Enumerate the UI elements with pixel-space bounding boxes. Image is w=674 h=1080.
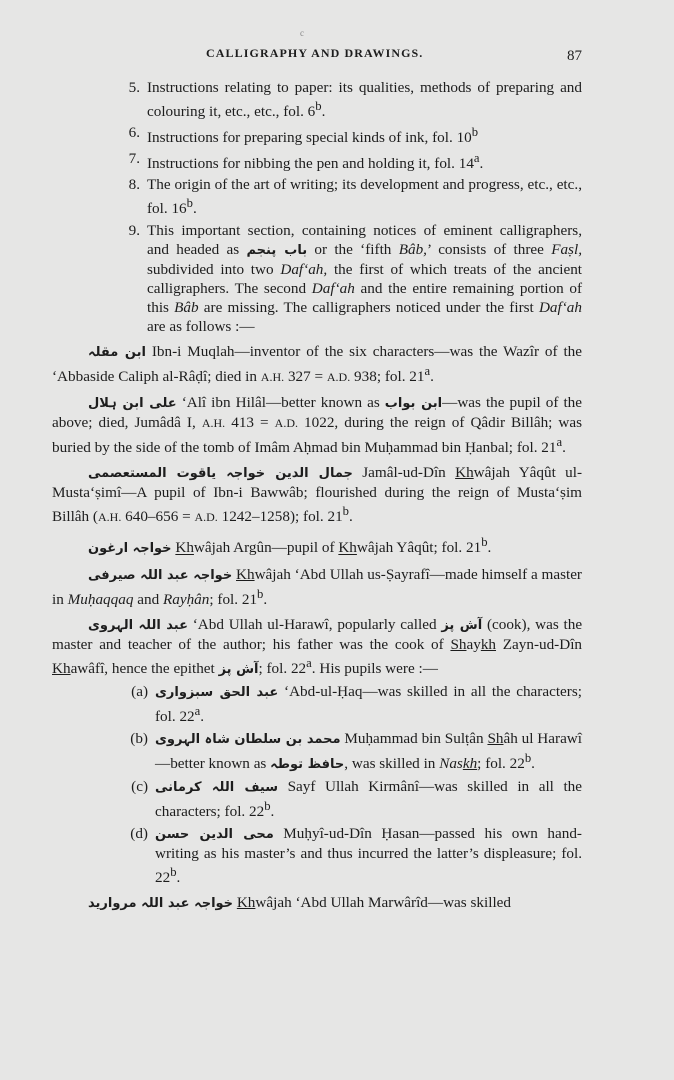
arabic-epithet: ابن بواب — [384, 396, 443, 412]
page-body — [52, 78, 582, 915]
item-number: 8. — [128, 176, 140, 194]
pupil-a: (a) عبد الحق سبزواری ‘Abd-ul-Ḥaq—was skilled in all the characters; fol. 22$^a$. — [52, 682, 582, 726]
entry-sayrafi: خواجہ عبد اللہ صیرفی Khwâjah ‘Abd Ullah us-Ṣayrafî—made himself a master in Muḥaqqaq and Rayḥân; fol. 21$^b$. — [52, 565, 582, 608]
pupil-label: (a) — [131, 682, 148, 700]
arabic-name: محمد بن سلطان شاہ الہروی — [155, 731, 341, 747]
entry-harawi: عبد اللہ الہروی ‘Abd Ullah ul-Harawî, popularly called آش پز (cook), was the master and teacher of the author; his father was the cook of Shaykh Zayn-ud-Dîn Khawâfî, hence the epithet آش پز; fol. 22$^a$. His pupils were :— — [52, 615, 583, 677]
arabic-name: محی الدین حسن — [155, 826, 274, 842]
arabic-name: عبد اللہ الہروی — [88, 617, 188, 633]
list-item-8 — [52, 175, 582, 218]
pupil-label: (d) — [130, 824, 148, 842]
pupil-label: (b) — [130, 729, 148, 747]
page-number: 87 — [567, 48, 582, 64]
running-header: CALLIGRAPHY AND DRAWINGS. — [206, 46, 424, 60]
entry-argun: خواجہ ارغون Khwâjah Argûn—pupil of Khwâjah Yâqût; fol. 21$^b$. — [88, 535, 492, 557]
item-text: Instructions for nibbing the pen and holding it, fol. 14$^a$. — [147, 151, 484, 173]
arabic-name: علی ابن ہلال — [88, 396, 177, 412]
arabic-name: عبد الحق سبزواری — [155, 684, 279, 700]
arabic-name: ابن مقلہ — [88, 345, 146, 361]
arabic-name: خواجہ عبد اللہ مروارید — [88, 895, 234, 911]
item-number: 6. — [128, 124, 140, 142]
entry-ibn-muqlah: ابن مقلہ Ibn-i Muqlah—inventor of the six characters—was the Wazîr of the ‘Abbaside Caliph al-Râḍî; died in A.H. 327 = A.D. 938; fol. 21$^a$. — [52, 343, 582, 386]
page-mark: c — [300, 28, 304, 38]
arabic-epithet: آش پز — [441, 617, 483, 633]
list-item-7 — [52, 149, 582, 173]
list-item-5 — [52, 78, 582, 121]
arabic-epithet: حافظ توطہ — [270, 756, 345, 772]
pupil-c: (c) سیف اللہ کرمانی Sayf Ullah Kirmânî—was skilled in all the characters; fol. 22$^b$. — [52, 777, 582, 821]
arabic-name: خواجہ عبد اللہ صیرفی — [88, 567, 233, 583]
pupil-label: (c) — [131, 777, 148, 795]
item-text: The origin of the art of writing; its development and progress, etc., etc., fol. 16$^b$. — [147, 176, 582, 218]
pupil-d: (d) محی الدین حسن Muḥyî-ud-Dîn Ḥasan—passed his own hand-writing as his master’s and thus incurred the latter’s displeasure; fol. 22$^b$. — [52, 824, 582, 887]
arabic-name: خواجہ ارغون — [88, 541, 172, 557]
item-text: Instructions for preparing special kinds of ink, fol. 10$^b$ — [147, 125, 479, 147]
pupil-b: (b) محمد بن سلطان شاہ الہروی Muḥammad bin Sulṭân Shâh ul Harawî—better known as حافظ توطہ, was skilled in Naskh; fol. 22$^b$. — [52, 729, 582, 774]
entry-ali-ibn-hilal: علی ابن ہلال ‘Alî ibn Hilâl—better known as ابن بواب—was the pupil of the above; died, Jumâdâ I, A.H. 413 = A.D. 1022, during the reign of Qâdir Billâh; was buried by the side of the tomb of Imâm Aḥmad bin Muḥammad bin Ḥanbal; fol. 21$^a$. — [52, 394, 583, 457]
arabic-name: جمال الدین خواجہ یاقوت المستعصمی — [88, 466, 353, 482]
arabic-epithet: آش پز — [218, 661, 259, 677]
item-number: 7. — [128, 150, 140, 168]
item-text: This important section, containing notices of eminent calligraphers, and headed as باب پنجم or the ‘fifth Bâb,’ consists of three Faṣl, subdivided into two Daf‘ah, the first of which treats of the ancient calligraphers. The second Daf‘ah and the entire remaining portion of this Bâb are missing. The calligraphers noticed under the first Daf‘ah are as follows :— — [147, 222, 583, 336]
arabic-heading: باب پنجم — [246, 243, 308, 259]
entry-marwarid: خواجہ عبد اللہ مروارید Khwâjah ‘Abd Ullah Marwârîd—was skilled — [88, 893, 511, 911]
item-number: 9. — [128, 222, 140, 240]
list-item-6 — [52, 123, 582, 147]
item-text: Instructions relating to paper: its qualities, methods of preparing and colouring it, etc., etc., fol. 6$^b$. — [147, 79, 582, 121]
arabic-name: سیف اللہ کرمانی — [155, 779, 279, 795]
list-item-9 — [52, 221, 582, 336]
item-number: 5. — [128, 79, 140, 96]
entry-yaqut: جمال الدین خواجہ یاقوت المستعصمی Jamâl-ud-Dîn Khwâjah Yâqût ul-Musta‘ṣimî—A pupil of Ibn-i Bawwâb; flourished during the reign of Musta‘ṣim Billâh (A.H. 640–656 = A.D. 1242–1258); fol. 21$^b$. — [52, 464, 583, 526]
